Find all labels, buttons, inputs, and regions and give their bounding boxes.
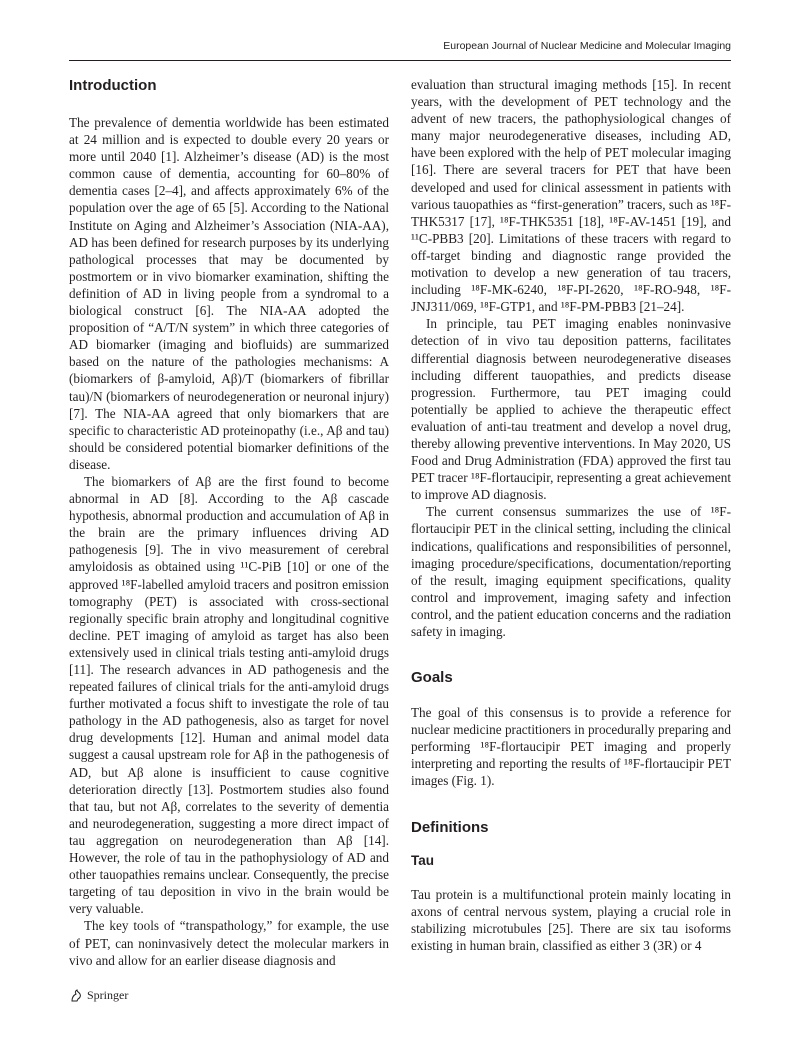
header-rule xyxy=(69,60,731,61)
springer-horse-icon xyxy=(69,989,83,1003)
intro-continuation: evaluation than structural imaging methods [15]. In recent years, with the development of PET technology and the advent of new tracers, the pathophysiological changes of many major neurodegenerative diseases, including AD, have been explored with the help of PET molecular imaging [16]. There are several tracers for PET that have been developed and used for clinical assessment in patients with various tauopathies as “first-generation” tracers, such as ¹⁸F-THK5317 [17], ¹⁸F-THK5351 [18], ¹⁸F-AV-1451 [19], and ¹¹C-PBB3 [20]. Limitations of these tracers with regard to off-target binding and diagnostic range provided the motivation to develop a new generation of tau tracers, including ¹⁸F-MK-6240, ¹⁸F-PI-2620, ¹⁸F-RO-948, ¹⁸F-JNJ311/069, ¹⁸F-GTP1, and ¹⁸F-PM-PBB3 [21–24]. xyxy=(411,77,731,315)
goals-paragraph: The goal of this consensus is to provide a reference for nuclear medicine practitioners in procedurally preparing and performing ¹⁸F-flortaucipir PET imaging and properly interpreting and reporting the results of ¹⁸F-flortaucipir PET images (Fig. 1). xyxy=(411,705,731,789)
intro-paragraph-5: The current consensus summarizes the use of ¹⁸F-flortaucipir PET in the clinical setting, including the clinical indications, qualifications and responsibilities of personnel, imaging procedure/specifications, documentation/reporting of the result, imaging equipment specifications, quality control and improvement, imaging safety and infection control, and the patient education concerns and the radiation safety in imaging. xyxy=(411,504,731,639)
tau-paragraph: Tau protein is a multifunctional protein mainly locating in axons of central nervous system, playing a crucial role in stabilizing microtubules [25]. There are six tau isoforms existing in human brain, classified as either 3 (3R) or 4 xyxy=(411,886,731,953)
intro-paragraph-3: The key tools of “transpathology,” for example, the use of PET, can noninvasively detect the molecular markers in vivo and allow for an earlier disease diagnosis and xyxy=(69,918,389,968)
left-column xyxy=(69,76,389,969)
page-footer xyxy=(69,988,128,1003)
subsection-heading-tau: Tau xyxy=(411,852,434,868)
intro-paragraph-1: The prevalence of dementia worldwide has been estimated at 24 million and is expected to double every 20 years or more until 2040 [1]. Alzheimer’s disease (AD) is the most common cause of dementia, accounting for 60–80% of dementia cases [2–4], and affects approximately 6% of the population over the age of 65 [5]. According to the National Institute on Aging and Alzheimer’s Association (NIA-AA), AD has been defined for research purposes by its underlying pathological processes that may be documented by postmortem or in vivo biomarker examination, shifting the definition of AD in living people from a syndromal to a biological construct [6]. The NIA-AA adopted the proposition of “A/T/N system” in which three categories of AD biomarker (imaging and biofluids) are summarized based on the nature of the pathologies mechanisms: A (biomarkers of β-amyloid, Aβ)/T (biomarkers of fibrillar tau)/N (biomarkers of neurodegeneration or neuronal injury) [7]. The NIA-AA agreed that only biomarkers that are specific to characteristic AD proteinopathy (i.e., Aβ and tau) should be considered potential biomarker definitions of the disease. xyxy=(69,115,389,472)
intro-paragraph-4: In principle, tau PET imaging enables noninvasive detection of in vivo tau deposition patterns, facilitates differential diagnosis between neurodegenerative diseases including different tauopathies, and predicts disease progression. Furthermore, tau PET imaging could potentially be applied to achieve the therapeutic effect evaluation of anti-tau treatment and develop a novel drug, thereby allowing preventive interventions. In May 2020, US Food and Drug Administration (FDA) approved the first tau PET tracer ¹⁸F-flortaucipir, representing a great achievement to improve AD diagnosis. xyxy=(411,316,731,503)
right-column xyxy=(411,76,731,954)
section-heading-goals: Goals xyxy=(411,669,453,687)
section-heading-definitions: Definitions xyxy=(411,818,489,836)
publisher-name: Springer xyxy=(87,988,129,1002)
section-heading-introduction: Introduction xyxy=(69,77,157,94)
intro-paragraph-2: The biomarkers of Aβ are the first found to become abnormal in AD [8]. According to the Aβ cascade hypothesis, abnormal production and accumulation of Aβ in the brain are the primary influences driving AD pathogenesis [9]. The in vivo measurement of cerebral amyloidosis as obtained using ¹¹C-PiB [10] or one of the approved ¹⁸F-labelled amyloid tracers and positron emission tomography (PET) is associated with cross-sectional regionally specific brain atrophy and longitudinal cognitive decline. PET imaging of amyloid as target has also been extensively used in clinical trials testing anti-amyloid drugs [11]. The research advances in AD pathogenesis and the repeated failures of clinical trials for the anti-amyloid drugs further motivated a focus shift to investigate the role of tau pathology in the AD pathogenesis, also as target for novel drug developments [12]. Human and animal model data suggest a causal upstream role for Aβ in the pathogenesis of AD, but Aβ alone is insufficient to cause cognitive deterioration directly [13]. Postmortem studies also found that tau, but not Aβ, correlates to the severity of dementia and neurodegeneration, suggesting a more direct impact of tau aggregation on neurodegeneration than Aβ [14]. However, the role of tau in the pathophysiology of AD and other tauopathies remains unclear. Consequently, the precise targeting of tau deposition in vivo in the brain would be very valuable. xyxy=(69,473,389,917)
running-head: European Journal of Nuclear Medicine and Molecular Imaging xyxy=(443,40,731,52)
